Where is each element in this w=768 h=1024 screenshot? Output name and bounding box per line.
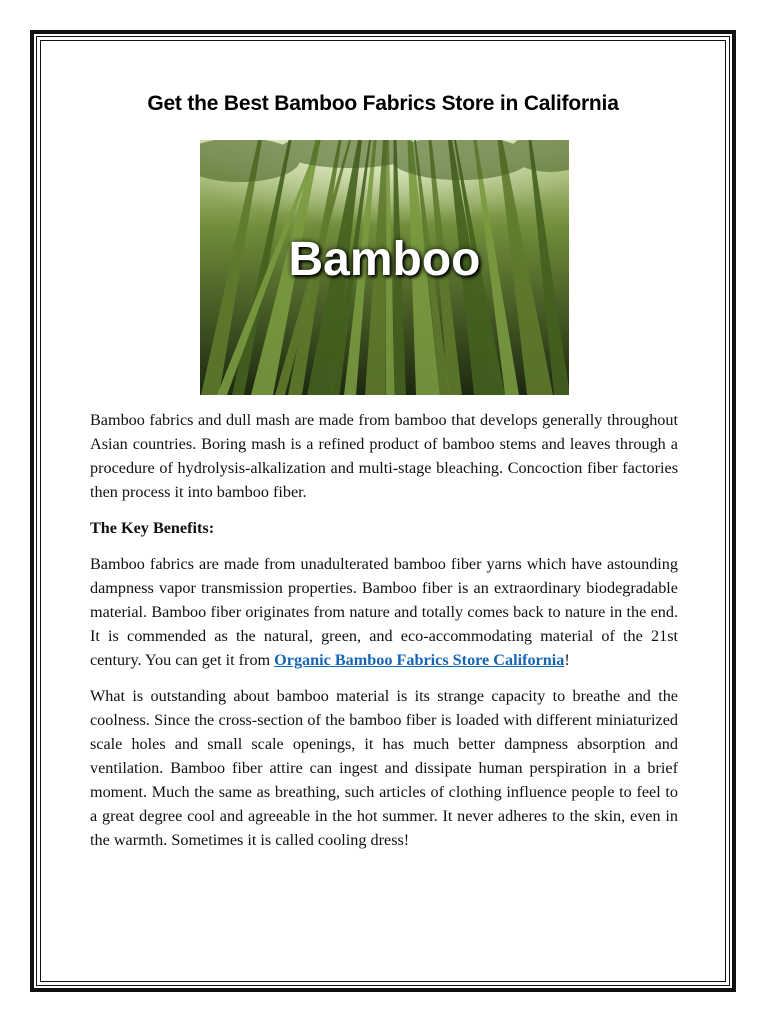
- paragraph-intro: Bamboo fabrics and dull mash are made from bamboo that develops generally throughout Asian countries. Boring mash is a refined product of bamboo stems and leaves through a procedure of hydrolysis-alkalization and multi-stage bleaching. Concoction fiber factories then process it into bamboo fiber.: [90, 411, 678, 501]
- paragraph-benefits-text: Bamboo fabrics are made from unadulterated bamboo fiber yarns which have astounding dampness vapor transmission properties. Bamboo fiber is an extraordinary biodegradable material. Bamboo fiber originates from nature and totally comes back to nature in the end. It is commended as the natural, green, and eco-accommodating material of the 21st century. You can get it from: [90, 555, 678, 669]
- bamboo-photo: [200, 140, 569, 395]
- image-caption: Bamboo: [288, 233, 481, 286]
- paragraph-benefits: [90, 552, 678, 672]
- paragraph-breathability: What is outstanding about bamboo material is its strange capacity to breathe and the coolness. Since the cross-section of the bamboo fiber is loaded with different miniaturized scale holes and small scale openings, it has much better dampness absorption and ventilation. Bamboo fiber attire can ingest and dissipate human perspiration in a brief moment. Much the same as breathing, such articles of clothing influence people to feel to a great degree cool and agreeable in the hot summer. It never adheres to the skin, even in the warmth. Sometimes it is called cooling dress!: [90, 687, 678, 849]
- article-body: [90, 408, 678, 864]
- document-title: Get the Best Bamboo Fabrics Store in California: [147, 92, 619, 115]
- paragraph-benefits-end: !: [564, 651, 570, 669]
- store-link[interactable]: Organic Bamboo Fabrics Store California: [274, 651, 565, 669]
- section-heading: The Key Benefits:: [90, 519, 215, 537]
